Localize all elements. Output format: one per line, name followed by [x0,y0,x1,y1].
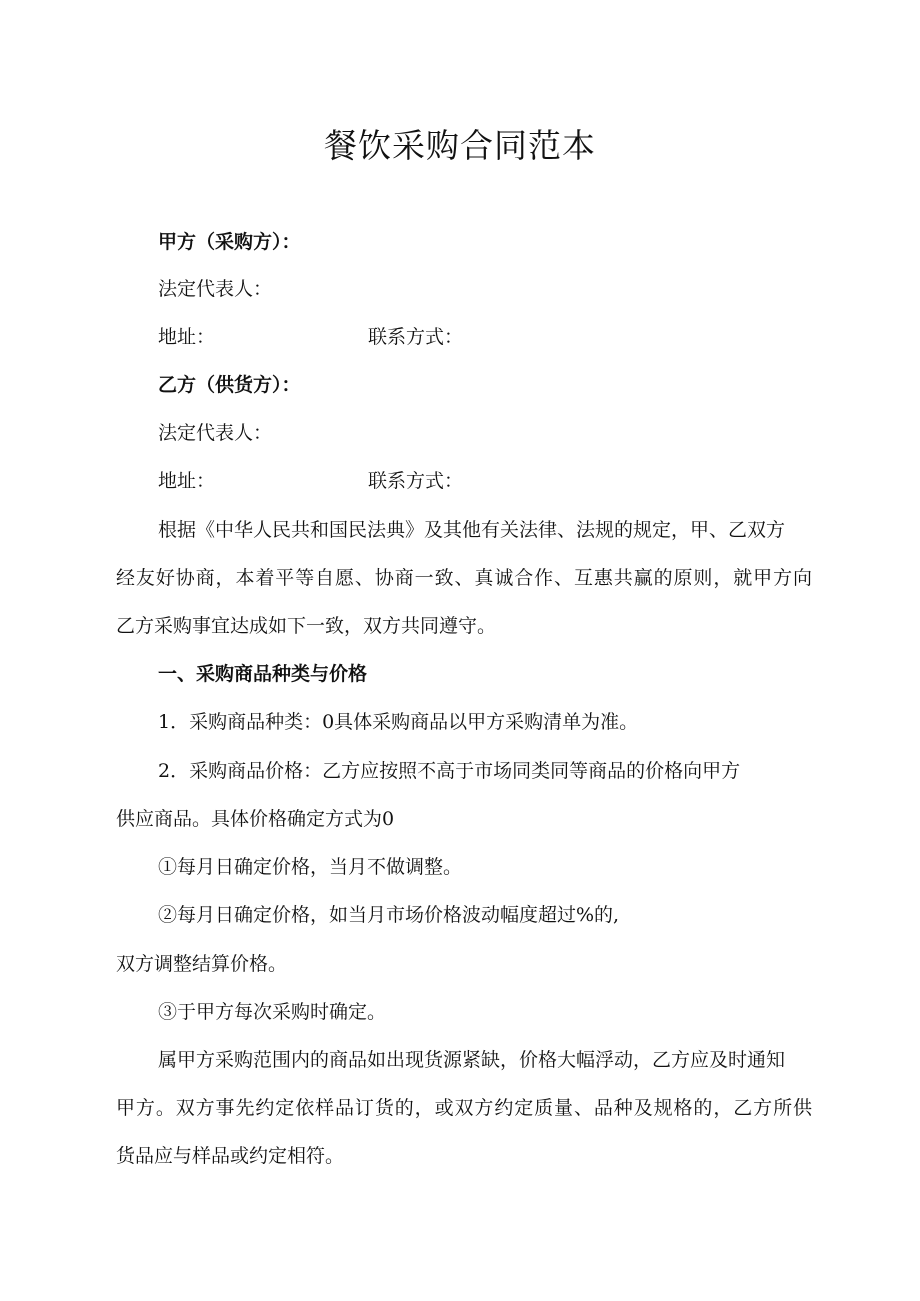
party-b-address-label: 地址： [158,470,216,492]
party-b-legal-rep-label: 法定代表人： [158,422,273,444]
preamble-line-3: 乙方采购事宜达成如下一致，双方共同遵守。 [116,615,497,637]
party-a-heading: 甲方（采购方）： [158,231,301,253]
price-option-2-line-2: 双方调整结算价格。 [116,953,288,975]
section-1-item-1: 1．采购商品种类：0具体采购商品以甲方采购清单为准。 [158,711,639,733]
supply-para-line-3: 货品应与样品或约定相符。 [116,1145,345,1167]
preamble-line-2: 经友好协商，本着平等自愿、协商一致、真诚合作、互惠共赢的原则，就甲方向 [116,567,812,589]
party-a-contact-label: 联系方式： [368,326,464,348]
document-title: 餐饮采购合同范本 [324,126,596,165]
supply-para-line-2: 甲方。双方事先约定依样品订货的，或双方约定质量、品种及规格的，乙方所供 [116,1097,812,1119]
preamble-line-1: 根据《中华人民共和国民法典》及其他有关法律、法规的规定，甲、乙双方 [158,519,786,541]
party-b-contact-label: 联系方式： [368,470,464,492]
supply-para-line-1: 属甲方采购范围内的商品如出现货源紧缺，价格大幅浮动，乙方应及时通知 [158,1049,786,1071]
section-1-item-2-line-2: 供应商品。具体价格确定方式为0 [116,808,395,830]
section-1-heading: 一、采购商品种类与价格 [158,663,368,685]
price-option-1: ①每月日确定价格，当月不做调整。 [158,856,463,878]
price-option-3: ③于甲方每次采购时确定。 [158,1001,387,1023]
price-option-2-line-1: ②每月日确定价格，如当月市场价格波动幅度超过%的, [158,904,620,926]
party-a-address-label: 地址： [158,326,216,348]
party-a-legal-rep-label: 法定代表人： [158,278,273,300]
section-1-item-2-line-1: 2．采购商品价格：乙方应按照不高于市场同类同等商品的价格向甲方 [158,760,741,782]
party-b-heading: 乙方（供货方）： [158,374,301,396]
